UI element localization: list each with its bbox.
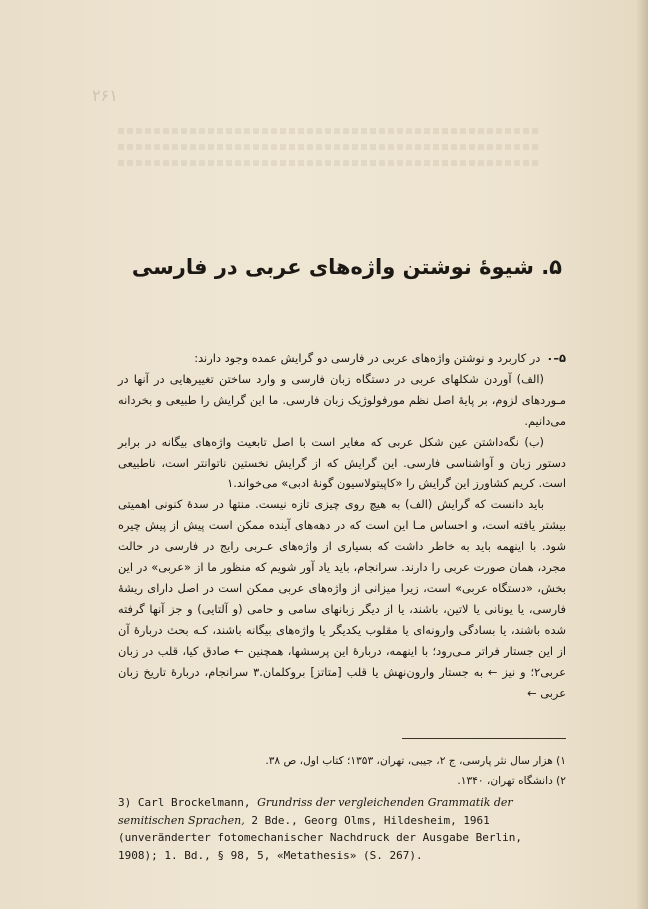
paragraph-intro-text: در کاربرد و نوشتن واژه‌های عربی در فارسی دو گرایش عمده وجود دارند: (194, 351, 541, 365)
paragraph-intro (118, 348, 566, 369)
footnote-3-number: 3) (118, 796, 132, 809)
footnote-divider (402, 738, 566, 739)
page-edge-shadow (636, 0, 648, 909)
paragraph-discussion: باید دانست که گرایش (الف) به هیچ روی چیزی تازه نیست. منتها در سدهٔ کنونی اهمیتی بیشتر یافته است، و احساس مـا این است که در دهه‌های آینده ممکن است پیش از پیش چیره شود. با اینهمه باید به خاطر داشت که بسیاری از واژه‌های عـربی رایج در فارسی در حالت مجرد، همان صورت عربی را دارند. سرانجام، باید یاد آور شویم که منظور ما از «عربی» در این بخش، «دستگاه عربی» است، زیرا میزانی از واژه‌های عربی ممکن است در اصل دارای ریشهٔ فارسی، یا یونانی یا لاتین، باشند، یا از دیگر زبانهای سامی و حامی (و آلتایی) و جز آنها گرفته شده باشند، یا بسادگی وارونه‌ای یا مقلوب یکدیگر یا واژه‌های بیگانه باشند، کـه بحث دربارهٔ آن از این جستار فراتر مـی‌رود؛ با اینهمه، دربارهٔ این پرسشها، همچنین ← صادق کیا، قلب در زبان عربی۲؛ و نیز ← به جستار وارون‌نهش یا قلب [متاتز] بروکلمان.۳ سرانجام، دربارهٔ تاریخ زبان عربی ← (118, 497, 566, 700)
paragraph-be: (ب) نگه‌داشتن عین شکل عربی که مغایر است با اصل تابعیت واژه‌های بیگانه در برابر دستور زبان و آواشناسی فارسی. این گرایش که از گرایش نخستین ناتوانتر است، ناطبیعی است. کریم کشاورز این گرایش را «کاپیتولاسیون گونهٔ ادبی» می‌خواند.۱ (118, 434, 566, 491)
footnote-3-details: 2 Bde., Georg Olms, Hildesheim, 1961 (unveränderter fotomechanischer Nachdruck der Ausgabe Berlin, 1908); 1. Bd., § 98, 5, «Metathesis» (S. 267). (118, 813, 522, 862)
section-number: ۵–۰ (546, 351, 566, 365)
footnote-2: ۲) دانشگاه تهران، ۱۳۴۰. (457, 775, 566, 787)
section-body (118, 348, 566, 703)
footnote-3-title: Grundriss der vergleichenden Grammatik der semitischen Sprachen, (118, 796, 513, 827)
footnote-1: ۱) هزار سال نثر پارسی، ج ۲، جیبی، تهران، ۱۳۵۳؛ کتاب اول، ص ۳۸. (265, 755, 566, 767)
paragraph-alef: (الف) آوردن شکلهای عربی در دستگاه زبان فارسی و وارد ساختن تغییرهایی در آنها در مـوردهای لزوم، بر پایهٔ اصل نظم مورفولوژیک زبان فارسی. ما این گرایش را طبیعی و بخردانه می‌دانیم. (118, 371, 566, 428)
footnote-3 (118, 794, 558, 864)
bleed-through-text (118, 128, 538, 176)
section-heading: ۵. شیوهٔ نوشتن واژه‌های عربی در فارسی (131, 255, 562, 280)
bleed-through-page-number: ۲۶۱ (92, 86, 118, 105)
footnote-3-author: Carl Brockelmann, (137, 796, 251, 809)
